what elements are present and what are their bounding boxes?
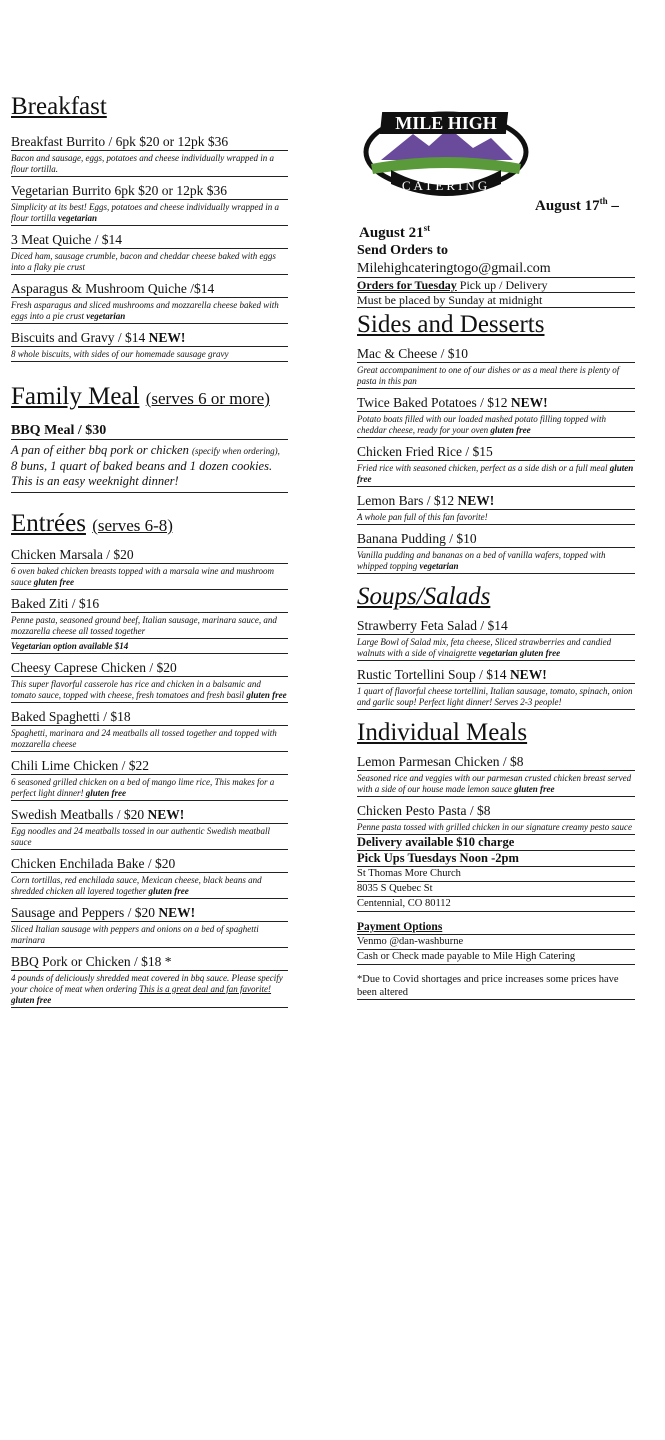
menu-item xyxy=(11,330,288,362)
menu-item-name: Baked Spaghetti / $18 xyxy=(11,709,288,726)
menu-item xyxy=(357,618,635,661)
menu-item-name: Vegetarian Burrito 6pk $20 or 12pk $36 xyxy=(11,183,288,200)
new-badge: NEW! xyxy=(148,330,186,345)
diet-tag: vegetarian xyxy=(58,213,98,223)
individual-title: Individual Meals xyxy=(357,719,528,746)
menu-item-desc: Bacon and sausage, eggs, potatoes and cheese individually wrapped in a flour tortilla. xyxy=(11,153,274,174)
right-column xyxy=(357,104,635,998)
menu-item xyxy=(11,183,288,226)
individual-list xyxy=(357,754,635,835)
menu-item-desc: Sliced Italian sausage with peppers and onions on a bed of spaghetti marinara xyxy=(11,924,259,945)
menu-item-name: Chicken Fried Rice / $15 xyxy=(357,444,635,461)
breakfast-list xyxy=(11,134,288,362)
menu-item xyxy=(357,667,635,710)
menu-item-name: Strawberry Feta Salad / $14 xyxy=(357,618,635,635)
new-badge: NEW! xyxy=(457,493,495,508)
menu-item xyxy=(11,281,288,324)
menu-item-desc: Fried rice with seasoned chicken, perfect as a side dish or a full meal gluten free xyxy=(357,463,634,484)
menu-item xyxy=(11,547,288,590)
menu-item-desc: Spaghetti, marinara and 24 meatballs all tossed together and topped with mozzarella cheese xyxy=(11,728,277,749)
logo-line1: MILE HIGH xyxy=(395,113,497,133)
diet-tag: gluten free xyxy=(11,995,52,1005)
delivery-info: Delivery available $10 charge xyxy=(357,835,635,851)
menu-item-name: Lemon Parmesan Chicken / $8 xyxy=(357,754,635,771)
menu-item xyxy=(11,905,288,948)
menu-item-desc: 6 seasoned grilled chicken on a bed of mango lime rice, This makes for a perfect light dinner! gluten free xyxy=(11,777,275,798)
new-badge: NEW! xyxy=(510,395,548,410)
send-orders-label: Send Orders to xyxy=(357,243,448,258)
diet-tag: vegetarian gluten free xyxy=(478,648,561,658)
diet-tag: gluten free xyxy=(33,577,74,587)
family-section xyxy=(11,382,288,493)
menu-item xyxy=(11,758,288,801)
menu-item xyxy=(11,134,288,177)
menu-item-name: Chicken Marsala / $20 xyxy=(11,547,288,564)
menu-item-name: Breakfast Burrito / 6pk $20 or 12pk $36 xyxy=(11,134,288,151)
menu-item-name: Lemon Bars / $12 NEW! xyxy=(357,493,635,510)
diet-tag: vegetarian xyxy=(419,561,459,571)
menu-item-desc: A whole pan full of this fan favorite! xyxy=(357,512,488,522)
address-line1: St Thomas More Church xyxy=(357,867,635,882)
menu-item-name: Mac & Cheese / $10 xyxy=(357,346,635,363)
diet-tag: gluten free xyxy=(514,784,555,794)
diet-tag: gluten free xyxy=(85,788,126,798)
menu-item-desc: Fresh asparagus and sliced mushrooms and mozzarella cheese baked with eggs into a pie crust vegetarian xyxy=(11,300,279,321)
sides-list xyxy=(357,346,635,574)
menu-item-desc: Egg noodles and 24 meatballs tossed in our authentic Swedish meatball sauce xyxy=(11,826,270,847)
menu-item-name: Asparagus & Mushroom Quiche /$14 xyxy=(11,281,288,298)
menu-item xyxy=(357,803,635,835)
new-badge: NEW! xyxy=(147,807,185,822)
order-deadline: Must be placed by Sunday at midnight xyxy=(357,293,635,308)
diet-tag: gluten free xyxy=(357,463,634,484)
entrees-title: Entrées (serves 6-8) xyxy=(11,510,173,537)
pickup-info: Pick Ups Tuesdays Noon -2pm xyxy=(357,851,635,867)
logo-line2: CATERING xyxy=(401,178,491,193)
payment-venmo: Venmo @dan-washburne xyxy=(357,935,635,950)
menu-item-name: Rustic Tortellini Soup / $14 NEW! xyxy=(357,667,635,684)
menu-item-name: Twice Baked Potatoes / $12 NEW! xyxy=(357,395,635,412)
menu-item-desc: Diced ham, sausage crumble, bacon and cheddar cheese baked with eggs into a flaky pie crust xyxy=(11,251,276,272)
menu-item-desc: 6 oven baked chicken breasts topped with a marsala wine and mushroom sauce gluten free xyxy=(11,566,275,587)
menu-item xyxy=(11,232,288,275)
menu-item xyxy=(357,444,635,487)
new-badge: NEW! xyxy=(509,667,547,682)
address-line3: Centennial, CO 80112 xyxy=(357,897,635,912)
menu-item-desc: Penne pasta tossed with grilled chicken in our signature creamy pesto sauce xyxy=(357,822,633,832)
menu-item-name: Baked Ziti / $16 xyxy=(11,596,288,613)
order-email[interactable]: Milehighcateringtogo@gmail.com xyxy=(357,260,635,278)
family-meal-name: BBQ Meal / $30 xyxy=(11,422,288,440)
menu-item-name: BBQ Pork or Chicken / $18 * xyxy=(11,954,288,971)
menu-item xyxy=(357,346,635,389)
menu-item-desc: 8 whole biscuits, with sides of our homemade sausage gravy xyxy=(11,349,229,359)
menu-item xyxy=(357,395,635,438)
menu-item xyxy=(11,856,288,899)
orders-for: Orders for Tuesday Pick up / Delivery xyxy=(357,278,635,293)
entrees-list xyxy=(11,547,288,1008)
address-line2: 8035 S Quebec St xyxy=(357,882,635,897)
menu-item xyxy=(11,596,288,654)
menu-item-desc: Penne pasta, seasoned ground beef, Italian sausage, marinara sauce, and mozzarella cheese all tossed together xyxy=(11,615,277,636)
menu-item xyxy=(357,531,635,574)
menu-item-name: Chicken Pesto Pasta / $8 xyxy=(357,803,635,820)
menu-item-name: Biscuits and Gravy / $14 NEW! xyxy=(11,330,288,347)
menu-item-name: Chili Lime Chicken / $22 xyxy=(11,758,288,775)
menu-item-desc: This super flavorful casserole has rice and chicken in a balsamic and tomato sauce, topped with cheese, fresh tomatoes and fresh basil gluten free xyxy=(11,679,287,700)
entrees-section xyxy=(11,509,288,1008)
menu-item xyxy=(11,660,288,703)
menu-item-desc: Simplicity at its best! Eggs, potatoes and cheese individually wrapped in a flour tortilla vegetarian xyxy=(11,202,279,223)
family-title: Family Meal (serves 6 or more) xyxy=(11,383,270,410)
new-badge: NEW! xyxy=(158,905,196,920)
menu-item-desc: 4 pounds of deliciously shredded meat covered in bbq sauce. Please specify your choice of meat when ordering This is a great deal and fan favorite! gluten free xyxy=(11,973,283,1005)
menu-item-desc: Seasoned rice and veggies with our parmesan crusted chicken breast served with a side of our house made lemon sauce gluten free xyxy=(357,773,632,794)
menu-item xyxy=(11,709,288,752)
menu-item-extra: Vegetarian option available $14 xyxy=(11,638,288,653)
left-column xyxy=(11,92,288,1008)
diet-tag: vegetarian xyxy=(86,311,126,321)
menu-item-name: Cheesy Caprese Chicken / $20 xyxy=(11,660,288,677)
covid-note: *Due to Covid shortages and price increases some prices have been altered xyxy=(357,973,635,1000)
diet-tag: gluten free xyxy=(148,886,189,896)
menu-item-name: Swedish Meatballs / $20 NEW! xyxy=(11,807,288,824)
menu-item xyxy=(11,807,288,850)
soups-title: Soups/Salads xyxy=(357,583,491,610)
menu-item xyxy=(357,493,635,525)
soups-list xyxy=(357,618,635,710)
menu-item-name: 3 Meat Quiche / $14 xyxy=(11,232,288,249)
payment-cash: Cash or Check made payable to Mile High Catering xyxy=(357,950,635,965)
menu-item xyxy=(357,754,635,797)
menu-item-name: Banana Pudding / $10 xyxy=(357,531,635,548)
payment-title: Payment Options xyxy=(357,920,635,935)
diet-tag: gluten free xyxy=(490,425,531,435)
date-end: August 21st xyxy=(359,223,431,241)
diet-tag: gluten free xyxy=(246,690,287,700)
menu-item-name: Chicken Enchilada Bake / $20 xyxy=(11,856,288,873)
menu-item-desc: Large Bowl of Salad mix, feta cheese, Sliced strawberries and candied walnuts with a side of vinaigrette vegetarian gluten free xyxy=(357,637,612,658)
menu-item-desc: Corn tortillas, red enchilada sauce, Mexican cheese, black beans and shredded chicken all layered together gluten free xyxy=(11,875,262,896)
menu-item-desc: Potato boats filled with our loaded mashed potato filling topped with cheddar cheese, ready for your oven gluten free xyxy=(357,414,606,435)
menu-item-desc: Great accompaniment to one of our dishes or as a meal there is plenty of pasta in this pan xyxy=(357,365,620,386)
menu-item-name: Sausage and Peppers / $20 NEW! xyxy=(11,905,288,922)
menu-item-desc: Vanilla pudding and bananas on a bed of vanilla wafers, topped with whipped topping vegetarian xyxy=(357,550,606,571)
menu-item xyxy=(11,954,288,1008)
breakfast-title: Breakfast xyxy=(11,93,107,120)
date-start: August 17th – xyxy=(535,196,619,214)
family-meal-desc: A pan of either bbq pork or chicken (specify when ordering), 8 buns, 1 quart of baked beans and 1 dozen cookies. This is an easy weeknight dinner! xyxy=(11,440,288,493)
menu-item-desc: 1 quart of flavorful cheese tortellini, Italian sausage, tomato, spinach, onion and garlic soup! Perfect light dinner! Serves 2-3 people! xyxy=(357,686,633,707)
sides-title: Sides and Desserts xyxy=(357,311,545,338)
